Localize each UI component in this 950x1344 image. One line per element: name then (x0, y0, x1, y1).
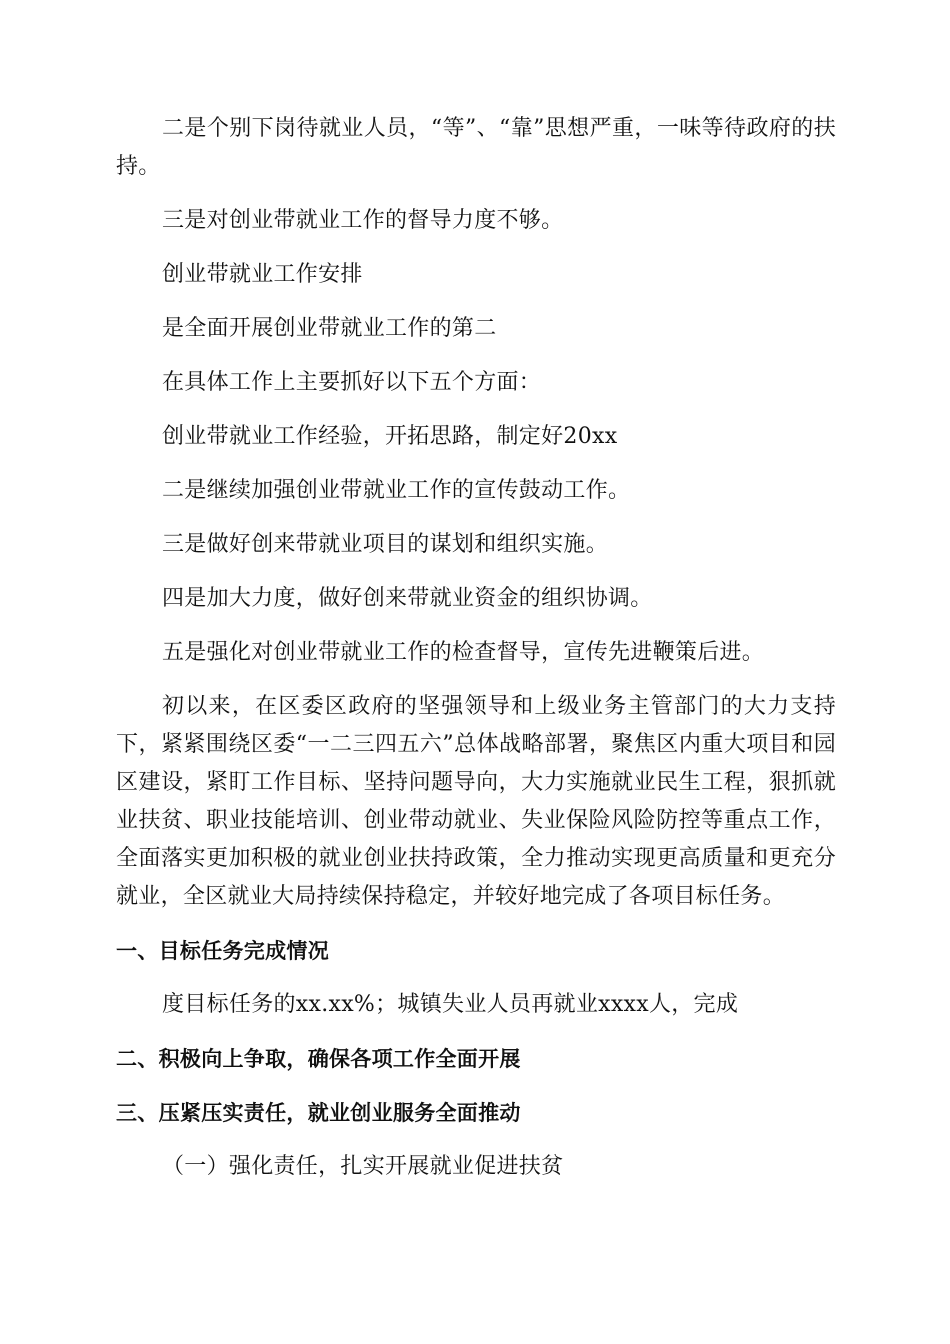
paragraph-5: 在具体工作上主要抓好以下五个方面： (162, 370, 542, 395)
paragraph-7: 二是继续加强创业带就业工作的宣传鼓动工作。 (162, 478, 631, 503)
paragraph-4: 是全面开展创业带就业工作的第二 (162, 316, 497, 341)
sub-heading-1: （一）强化责任，扎实开展就业促进扶贫 (162, 1154, 564, 1179)
section-heading-2: 二、积极向上争取，确保各项工作全面开展 (116, 1047, 521, 1071)
paragraph-12: 度目标任务的xx.xx%；城镇失业人员再就业xxxx人，完成 (162, 992, 739, 1017)
paragraph-1: 二是个别下岗待就业人员，“等”、“靠”思想严重，一味等待政府的扶持。 (116, 116, 836, 179)
section-heading-3: 三、压紧压实责任，就业创业服务全面推动 (116, 1101, 521, 1125)
section-heading-1: 一、目标任务完成情况 (116, 939, 329, 963)
paragraph-11: 初以来，在区委区政府的坚强领导和上级业务主管部门的大力支持下，紧紧围绕区委“一二三四五六”总体战略部署，聚焦区内重大项目和园区建设，紧盯工作目标、坚持问题导向，大力实施就业民生工程，狠抓就业扶贫、职业技能培训、创业带动就业、失业保险风险防控等重点工作，全面落实更加积极的就业创业扶持政策，全力推动实现更高质量和更充分就业，全区就业大局持续保持稳定，并较好地完成了各项目标任务。 (116, 694, 836, 909)
document-page (116, 110, 836, 1202)
paragraph-2: 三是对创业带就业工作的督导力度不够。 (162, 208, 564, 233)
paragraph-3: 创业带就业工作安排 (162, 262, 363, 287)
paragraph-6: 创业带就业工作经验，开拓思路，制定好20xx (162, 424, 618, 449)
paragraph-9: 四是加大力度，做好创来带就业资金的组织协调。 (162, 586, 653, 611)
paragraph-10: 五是强化对创业带就业工作的检查督导，宣传先进鞭策后进。 (162, 640, 765, 665)
paragraph-8: 三是做好创来带就业项目的谋划和组织实施。 (162, 532, 609, 557)
